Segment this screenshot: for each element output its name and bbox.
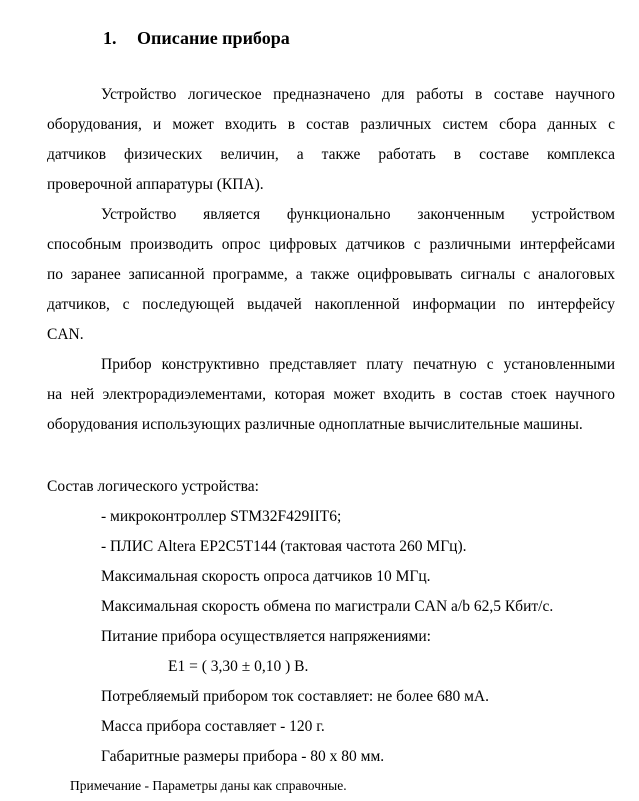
- paragraph-line: датчиков, с последующей выдачей накопленной информации по интерфейсу: [47, 296, 615, 313]
- spec-dimensions: Габаритные размеры прибора - 80 х 80 мм.: [101, 748, 385, 765]
- paragraph-line: Устройство является функционально законченным устройством: [101, 206, 615, 223]
- spec-power-label: Питание прибора осуществляется напряжениями:: [101, 628, 431, 645]
- spec-current: Потребляемый прибором ток составляет: не более 680 мА.: [101, 688, 489, 705]
- composition-item-mcu: - микроконтроллер STM32F429IIT6;: [101, 508, 342, 525]
- paragraph-line: CAN.: [47, 326, 84, 343]
- paragraph-line: на ней электрорадиэлементами, которая может входить в состав стоек научного: [47, 386, 615, 403]
- paragraph-line: оборудования использующих различные одноплатные вычислительные машины.: [47, 416, 583, 433]
- section-title: Описание прибора: [137, 28, 290, 48]
- paragraph-line: способным производить опрос цифровых датчиков с различными интерфейсами: [47, 236, 615, 253]
- spec-power-formula: Е1 = ( 3,30 ± 0,10 ) В.: [168, 658, 309, 675]
- paragraph-line: Устройство логическое предназначено для работы в составе научного: [101, 86, 615, 103]
- composition-title: Состав логического устройства:: [47, 478, 259, 495]
- spec-max-can-rate: Максимальная скорость обмена по магистрали CAN а/b 62,5 Кбит/с.: [101, 598, 554, 615]
- paragraph-line: проверочной аппаратуры (КПА).: [47, 176, 264, 193]
- paragraph-line: датчиков физических величин, а также работать в составе комплекса: [47, 146, 615, 163]
- section-number: 1.: [103, 28, 117, 48]
- paragraph-line: по заранее записанной программе, а также оцифровывать сигналы с аналоговых: [47, 266, 615, 283]
- paragraph-line: оборудования, и может входить в состав различных систем сбора данных с: [47, 116, 615, 133]
- section-heading: [103, 28, 290, 49]
- paragraph-line: Прибор конструктивно представляет плату печатную с установленными: [101, 356, 615, 373]
- spec-max-poll-rate: Максимальная скорость опроса датчиков 10 МГц.: [101, 568, 431, 585]
- spec-mass: Масса прибора составляет - 120 г.: [101, 718, 325, 735]
- reference-note: Примечание - Параметры даны как справочные.: [70, 778, 347, 793]
- composition-item-fpga: - ПЛИС Altera EP2C5T144 (тактовая частота 260 МГц).: [101, 538, 467, 555]
